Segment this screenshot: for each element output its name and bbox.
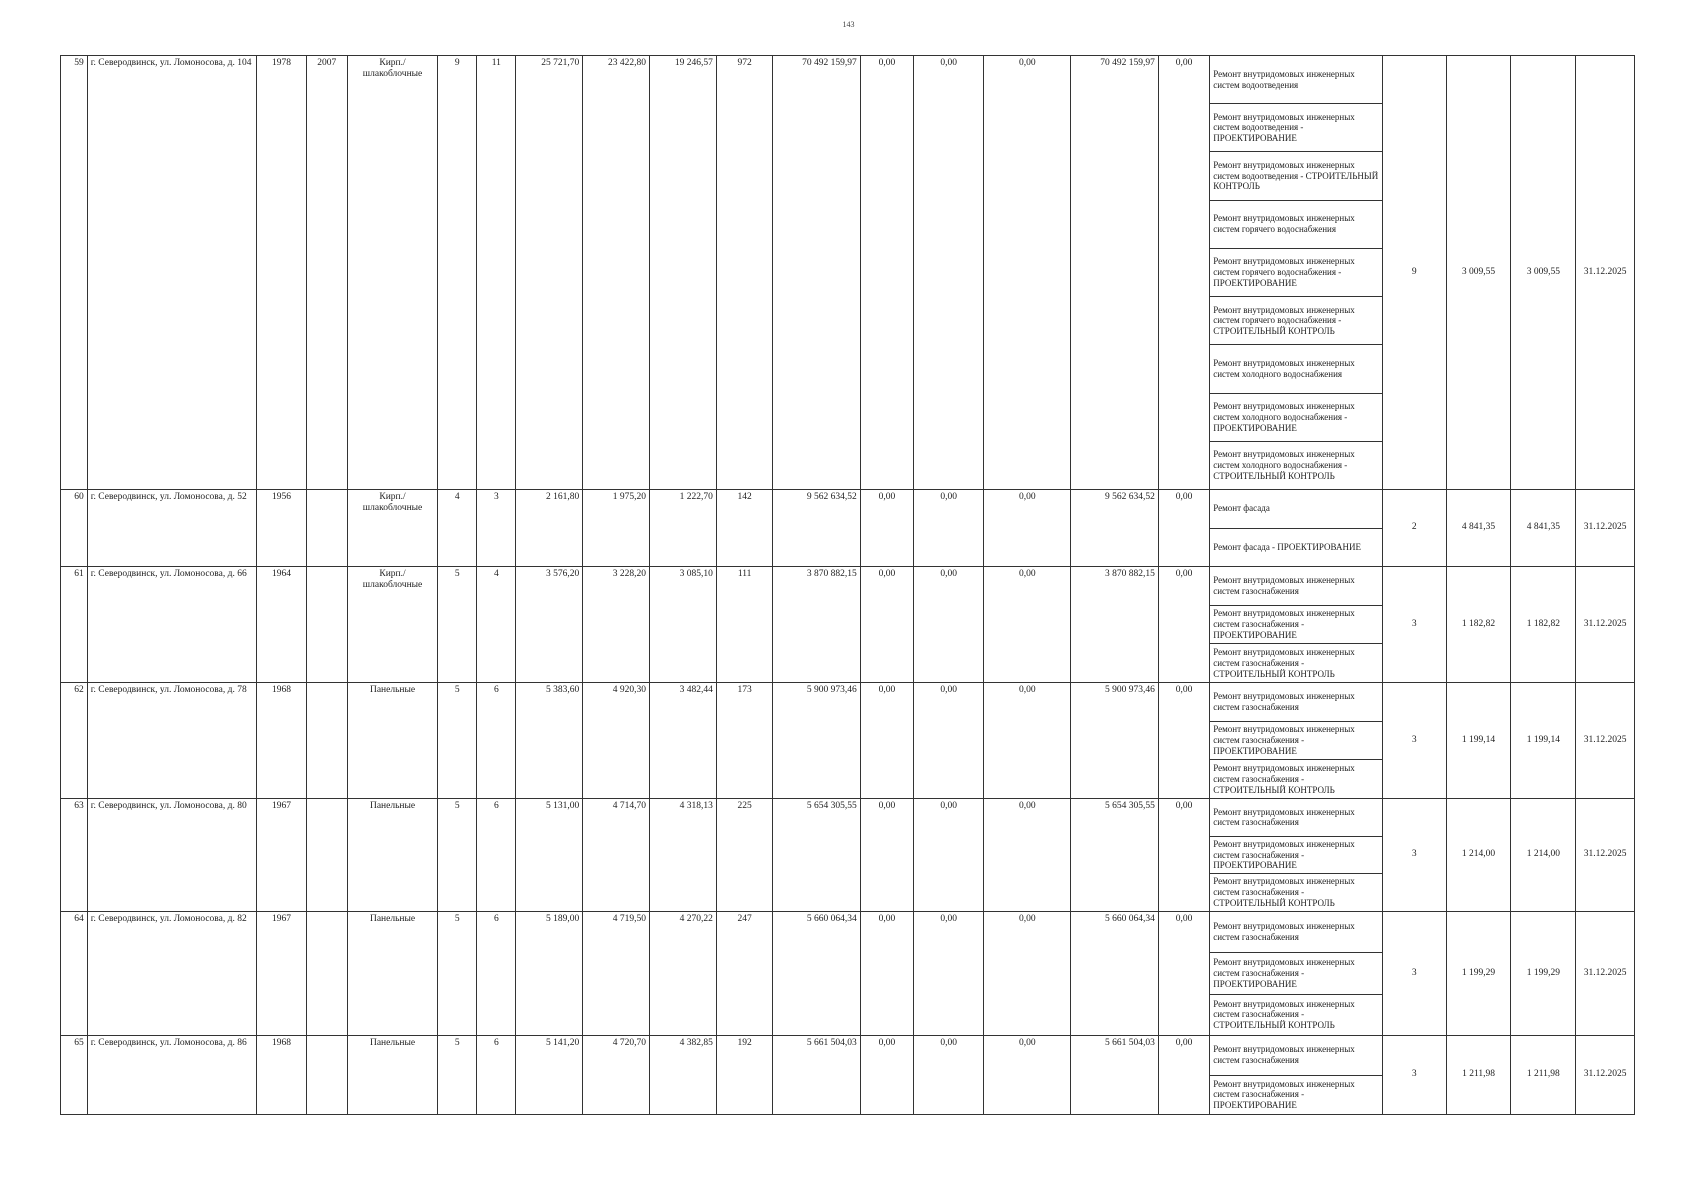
floors-cell: 5 (438, 1036, 477, 1115)
premises-area-cell: 4 719,50 (583, 912, 650, 1036)
overhaul-register-table (60, 55, 1635, 1115)
table-row (61, 490, 1635, 567)
cost-owners-cell: 70 492 159,97 (1071, 56, 1158, 490)
address-cell: г. Северодвинск, ул. Ломоносова, д. 78 (87, 683, 257, 799)
limit-cost-cell: 4 841,35 (1511, 490, 1576, 567)
wall-material-cell: Панельные (347, 683, 437, 799)
work-item: Ремонт внутридомовых инженерных систем водоотведения - СТРОИТЕЛЬНЫЙ КОНТРОЛЬ (1210, 152, 1382, 200)
cost-a-cell: 0,00 (860, 490, 913, 567)
row-number: 61 (61, 567, 88, 683)
year-overhaul-cell (306, 490, 347, 567)
deadline-cell: 31.12.2025 (1576, 567, 1635, 683)
residents-cell: 225 (716, 799, 773, 912)
cost-other-cell: 0,00 (1158, 683, 1209, 799)
year-overhaul-cell (306, 1036, 347, 1115)
year-built-cell: 1964 (257, 567, 306, 683)
address-cell: г. Северодвинск, ул. Ломоносова, д. 86 (87, 1036, 257, 1115)
work-item: Ремонт внутридомовых инженерных систем газоснабжения (1210, 683, 1382, 722)
cost-total-cell: 5 654 305,55 (773, 799, 860, 912)
year-overhaul-cell (306, 799, 347, 912)
cost-other-cell: 0,00 (1158, 1036, 1209, 1115)
page-number: 143 (842, 20, 855, 29)
year-built-cell: 1956 (257, 490, 306, 567)
works-count-cell: 3 (1382, 912, 1446, 1036)
cost-b-cell: 0,00 (914, 912, 984, 1036)
work-item: Ремонт внутридомовых инженерных систем газоснабжения (1210, 567, 1382, 606)
year-overhaul-cell (306, 683, 347, 799)
table-row (61, 799, 1635, 912)
work-item: Ремонт внутридомовых инженерных систем газоснабжения - СТРОИТЕЛЬНЫЙ КОНТРОЛЬ (1213, 876, 1355, 909)
cost-other-cell: 0,00 (1158, 799, 1209, 912)
entrances-cell: 6 (477, 1036, 516, 1115)
works-list (1210, 56, 1382, 489)
unit-cost-cell: 3 009,55 (1446, 56, 1511, 490)
year-built-cell: 1968 (257, 1036, 306, 1115)
residential-area-cell: 19 246,57 (650, 56, 717, 490)
cost-total-cell: 70 492 159,97 (773, 56, 860, 490)
cost-owners-cell: 5 900 973,46 (1071, 683, 1158, 799)
work-item: Ремонт внутридомовых инженерных систем газоснабжения - ПРОЕКТИРОВАНИЕ (1210, 837, 1382, 875)
limit-cost-cell: 1 214,00 (1511, 799, 1576, 912)
total-area-cell: 25 721,70 (516, 56, 583, 490)
cost-total-cell: 5 661 504,03 (773, 1036, 860, 1115)
cost-owners-cell: 5 654 305,55 (1071, 799, 1158, 912)
work-item: Ремонт внутридомовых инженерных систем холодного водоснабжения - ПРОЕКТИРОВАНИЕ (1210, 394, 1382, 442)
year-overhaul-cell: 2007 (306, 56, 347, 490)
cost-total-cell: 3 870 882,15 (773, 567, 860, 683)
table-row (61, 683, 1635, 799)
entrances-cell: 6 (477, 912, 516, 1036)
address-cell: г. Северодвинск, ул. Ломоносова, д. 82 (87, 912, 257, 1036)
work-item: Ремонт внутридомовых инженерных систем газоснабжения - СТРОИТЕЛЬНЫЙ КОНТРОЛЬ (1213, 646, 1355, 679)
cost-a-cell: 0,00 (860, 567, 913, 683)
entrances-cell: 6 (477, 799, 516, 912)
premises-area-cell: 1 975,20 (583, 490, 650, 567)
work-item: Ремонт внутридомовых инженерных систем горячего водоснабжения - СТРОИТЕЛЬНЫЙ КОНТРОЛЬ (1210, 297, 1382, 345)
work-item: Ремонт внутридомовых инженерных систем газоснабжения - ПРОЕКТИРОВАНИЕ (1210, 606, 1382, 645)
deadline-cell: 31.12.2025 (1576, 1036, 1635, 1115)
wall-material-cell: Кирп./ шлакоблочные (347, 56, 437, 490)
unit-cost-cell: 1 199,14 (1446, 683, 1511, 799)
deadline-cell: 31.12.2025 (1576, 683, 1635, 799)
deadline-cell: 31.12.2025 (1576, 912, 1635, 1036)
year-built-cell: 1967 (257, 912, 306, 1036)
limit-cost-cell: 1 211,98 (1511, 1036, 1576, 1115)
entrances-cell: 6 (477, 683, 516, 799)
deadline-cell: 31.12.2025 (1576, 799, 1635, 912)
works-cell (1210, 683, 1383, 799)
premises-area-cell: 4 714,70 (583, 799, 650, 912)
entrances-cell: 4 (477, 567, 516, 683)
work-item: Ремонт внутридомовых инженерных систем газоснабжения (1210, 799, 1382, 837)
residents-cell: 972 (716, 56, 773, 490)
work-item: Ремонт внутридомовых инженерных систем газоснабжения - ПРОЕКТИРОВАНИЕ (1213, 1078, 1355, 1111)
residential-area-cell: 4 382,85 (650, 1036, 717, 1115)
cost-c-cell: 0,00 (984, 567, 1071, 683)
works-list (1210, 912, 1382, 1035)
year-built-cell: 1978 (257, 56, 306, 490)
cost-b-cell: 0,00 (914, 567, 984, 683)
works-count-cell: 3 (1382, 799, 1446, 912)
residential-area-cell: 4 318,13 (650, 799, 717, 912)
work-item: Ремонт внутридомовых инженерных систем газоснабжения (1210, 1036, 1382, 1076)
address-cell: г. Северодвинск, ул. Ломоносова, д. 52 (87, 490, 257, 567)
premises-area-cell: 4 720,70 (583, 1036, 650, 1115)
works-cell (1210, 56, 1383, 490)
row-number: 60 (61, 490, 88, 567)
wall-material-cell: Панельные (347, 912, 437, 1036)
year-built-cell: 1967 (257, 799, 306, 912)
cost-b-cell: 0,00 (914, 56, 984, 490)
cost-b-cell: 0,00 (914, 683, 984, 799)
unit-cost-cell: 1 199,29 (1446, 912, 1511, 1036)
work-item: Ремонт внутридомовых инженерных систем газоснабжения (1210, 912, 1382, 953)
table-row (61, 56, 1635, 490)
cost-owners-cell: 5 661 504,03 (1071, 1036, 1158, 1115)
residents-cell: 192 (716, 1036, 773, 1115)
cost-total-cell: 9 562 634,52 (773, 490, 860, 567)
cost-total-cell: 5 900 973,46 (773, 683, 860, 799)
works-cell (1210, 912, 1383, 1036)
limit-cost-cell: 1 199,14 (1511, 683, 1576, 799)
works-list (1210, 490, 1382, 566)
cost-owners-cell: 5 660 064,34 (1071, 912, 1158, 1036)
premises-area-cell: 4 920,30 (583, 683, 650, 799)
cost-a-cell: 0,00 (860, 683, 913, 799)
floors-cell: 5 (438, 912, 477, 1036)
deadline-cell: 31.12.2025 (1576, 56, 1635, 490)
cost-other-cell: 0,00 (1158, 567, 1209, 683)
table-row (61, 1036, 1635, 1115)
residential-area-cell: 1 222,70 (650, 490, 717, 567)
floors-cell: 5 (438, 567, 477, 683)
limit-cost-cell: 3 009,55 (1511, 56, 1576, 490)
unit-cost-cell: 4 841,35 (1446, 490, 1511, 567)
row-number: 59 (61, 56, 88, 490)
cost-c-cell: 0,00 (984, 799, 1071, 912)
premises-area-cell: 3 228,20 (583, 567, 650, 683)
address-cell: г. Северодвинск, ул. Ломоносова, д. 104 (87, 56, 257, 490)
cost-a-cell: 0,00 (860, 1036, 913, 1115)
works-count-cell: 2 (1382, 490, 1446, 567)
works-cell (1210, 567, 1383, 683)
entrances-cell: 11 (477, 56, 516, 490)
premises-area-cell: 23 422,80 (583, 56, 650, 490)
cost-c-cell: 0,00 (984, 490, 1071, 567)
works-list (1210, 799, 1382, 911)
works-cell (1210, 490, 1383, 567)
total-area-cell: 2 161,80 (516, 490, 583, 567)
works-count-cell: 3 (1382, 683, 1446, 799)
year-built-cell: 1968 (257, 683, 306, 799)
cost-a-cell: 0,00 (860, 799, 913, 912)
cost-c-cell: 0,00 (984, 912, 1071, 1036)
cost-a-cell: 0,00 (860, 56, 913, 490)
work-item: Ремонт фасада - ПРОЕКТИРОВАНИЕ (1213, 541, 1361, 552)
wall-material-cell: Кирп./ шлакоблочные (347, 490, 437, 567)
cost-owners-cell: 9 562 634,52 (1071, 490, 1158, 567)
residents-cell: 111 (716, 567, 773, 683)
unit-cost-cell: 1 182,82 (1446, 567, 1511, 683)
work-item: Ремонт внутридомовых инженерных систем газоснабжения - СТРОИТЕЛЬНЫЙ КОНТРОЛЬ (1213, 998, 1355, 1031)
limit-cost-cell: 1 182,82 (1511, 567, 1576, 683)
cost-other-cell: 0,00 (1158, 56, 1209, 490)
work-item: Ремонт внутридомовых инженерных систем газоснабжения - ПРОЕКТИРОВАНИЕ (1210, 722, 1382, 761)
wall-material-cell: Кирп./ шлакоблочные (347, 567, 437, 683)
wall-material-cell: Панельные (347, 1036, 437, 1115)
limit-cost-cell: 1 199,29 (1511, 912, 1576, 1036)
deadline-cell: 31.12.2025 (1576, 490, 1635, 567)
work-item: Ремонт внутридомовых инженерных систем водоотведения - ПРОЕКТИРОВАНИЕ (1210, 104, 1382, 152)
works-count-cell: 3 (1382, 1036, 1446, 1115)
works-count-cell: 9 (1382, 56, 1446, 490)
row-number: 65 (61, 1036, 88, 1115)
cost-a-cell: 0,00 (860, 912, 913, 1036)
unit-cost-cell: 1 211,98 (1446, 1036, 1511, 1115)
works-count-cell: 3 (1382, 567, 1446, 683)
address-cell: г. Северодвинск, ул. Ломоносова, д. 80 (87, 799, 257, 912)
row-number: 62 (61, 683, 88, 799)
floors-cell: 5 (438, 799, 477, 912)
year-overhaul-cell (306, 912, 347, 1036)
cost-total-cell: 5 660 064,34 (773, 912, 860, 1036)
works-list (1210, 567, 1382, 682)
cost-c-cell: 0,00 (984, 56, 1071, 490)
cost-b-cell: 0,00 (914, 799, 984, 912)
work-item: Ремонт внутридомовых инженерных систем холодного водоснабжения - СТРОИТЕЛЬНЫЙ КОНТРОЛЬ (1213, 449, 1355, 481)
residential-area-cell: 3 085,10 (650, 567, 717, 683)
work-item: Ремонт фасада (1210, 490, 1382, 529)
floors-cell: 9 (438, 56, 477, 490)
floors-cell: 4 (438, 490, 477, 567)
total-area-cell: 5 383,60 (516, 683, 583, 799)
works-cell (1210, 1036, 1383, 1115)
entrances-cell: 3 (477, 490, 516, 567)
work-item: Ремонт внутридомовых инженерных систем газоснабжения - СТРОИТЕЛЬНЫЙ КОНТРОЛЬ (1213, 762, 1355, 795)
cost-b-cell: 0,00 (914, 1036, 984, 1115)
residents-cell: 247 (716, 912, 773, 1036)
table-row (61, 567, 1635, 683)
cost-c-cell: 0,00 (984, 1036, 1071, 1115)
wall-material-cell: Панельные (347, 799, 437, 912)
cost-owners-cell: 3 870 882,15 (1071, 567, 1158, 683)
work-item: Ремонт внутридомовых инженерных систем водоотведения (1210, 56, 1382, 104)
year-overhaul-cell (306, 567, 347, 683)
work-item: Ремонт внутридомовых инженерных систем газоснабжения - ПРОЕКТИРОВАНИЕ (1210, 953, 1382, 994)
cost-other-cell: 0,00 (1158, 912, 1209, 1036)
work-item: Ремонт внутридомовых инженерных систем горячего водоснабжения (1210, 201, 1382, 249)
work-item: Ремонт внутридомовых инженерных систем горячего водоснабжения - ПРОЕКТИРОВАНИЕ (1210, 249, 1382, 297)
residential-area-cell: 4 270,22 (650, 912, 717, 1036)
works-list (1210, 1036, 1382, 1114)
residents-cell: 142 (716, 490, 773, 567)
cost-b-cell: 0,00 (914, 490, 984, 567)
residents-cell: 173 (716, 683, 773, 799)
residential-area-cell: 3 482,44 (650, 683, 717, 799)
works-list (1210, 683, 1382, 798)
total-area-cell: 5 131,00 (516, 799, 583, 912)
row-number: 63 (61, 799, 88, 912)
unit-cost-cell: 1 214,00 (1446, 799, 1511, 912)
cost-c-cell: 0,00 (984, 683, 1071, 799)
cost-other-cell: 0,00 (1158, 490, 1209, 567)
address-cell: г. Северодвинск, ул. Ломоносова, д. 66 (87, 567, 257, 683)
total-area-cell: 5 141,20 (516, 1036, 583, 1115)
work-item: Ремонт внутридомовых инженерных систем холодного водоснабжения (1210, 345, 1382, 393)
works-cell (1210, 799, 1383, 912)
total-area-cell: 3 576,20 (516, 567, 583, 683)
floors-cell: 5 (438, 683, 477, 799)
total-area-cell: 5 189,00 (516, 912, 583, 1036)
row-number: 64 (61, 912, 88, 1036)
table-row (61, 912, 1635, 1036)
